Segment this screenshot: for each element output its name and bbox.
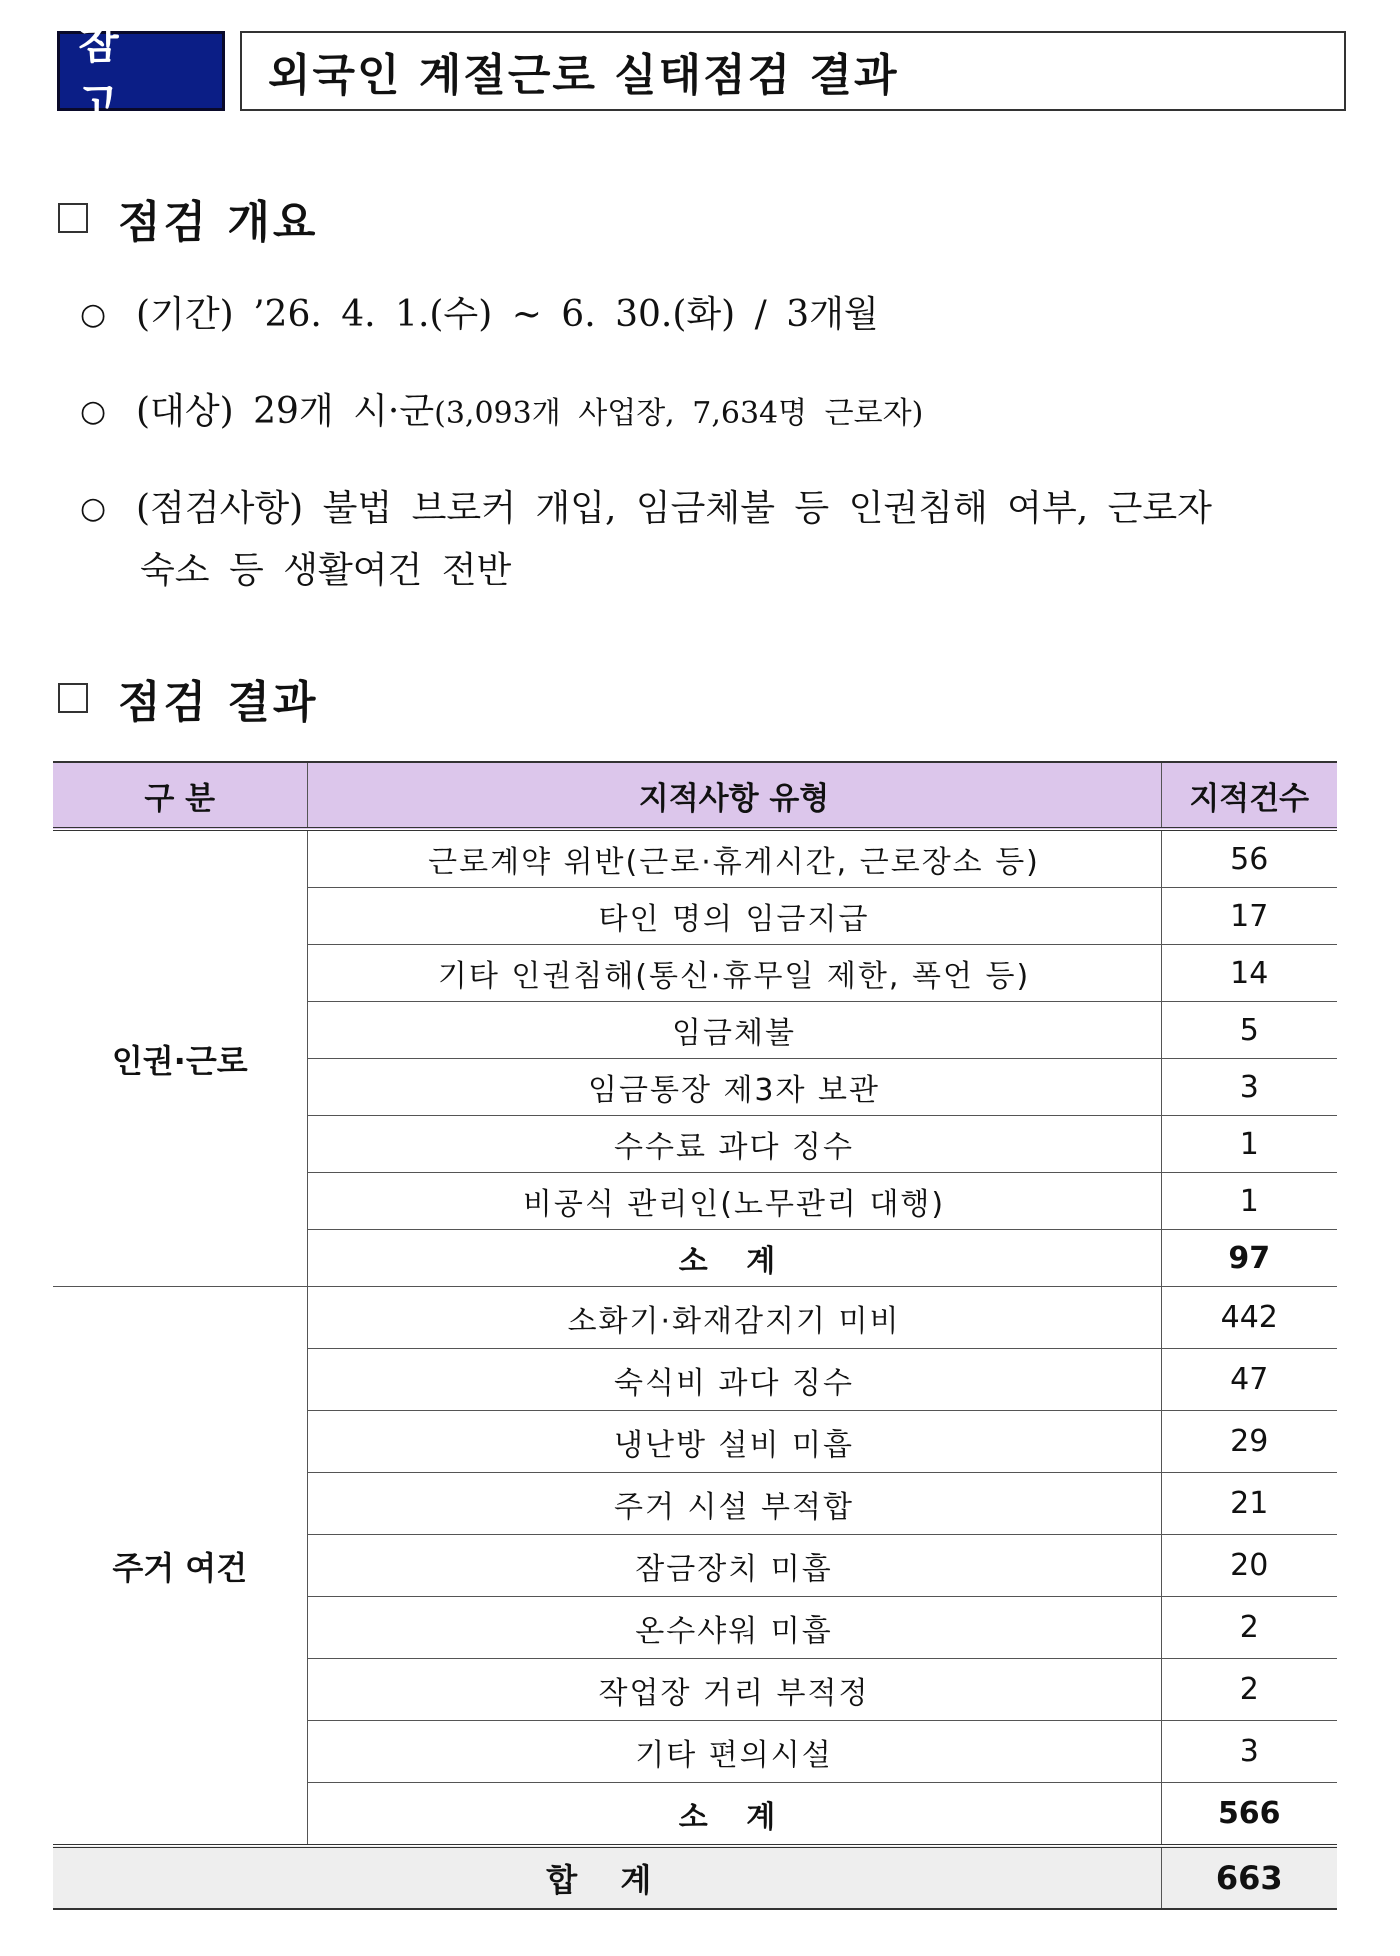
bullet-label: (대상) xyxy=(136,391,234,432)
reference-tag: 참 고 xyxy=(57,31,225,111)
subtotal-label: 소 계 xyxy=(307,1230,1161,1287)
bullet-text: 불법 브로커 개입, 임금체불 등 인권침해 여부, 근로자 xyxy=(322,488,1212,529)
group-human-rights xyxy=(53,829,1337,1287)
type-cell: 소화기·화재감지기 미비 xyxy=(307,1287,1161,1349)
count-cell: 3 xyxy=(1161,1059,1337,1116)
count-cell: 1 xyxy=(1161,1173,1337,1230)
column-header-type: 지적사항 유형 xyxy=(307,762,1161,829)
subtotal-label: 소 계 xyxy=(307,1783,1161,1847)
bullet-inspection-items xyxy=(80,478,1350,602)
bullet-target xyxy=(80,381,1350,445)
section-heading-results xyxy=(58,666,318,730)
circle-bullet-icon: ○ xyxy=(80,394,107,429)
type-cell: 비공식 관리인(노무관리 대행) xyxy=(307,1173,1161,1230)
section-heading-overview xyxy=(58,186,318,250)
subtotal-value: 97 xyxy=(1161,1230,1337,1287)
subtotal-value: 566 xyxy=(1161,1783,1337,1847)
type-cell: 타인 명의 임금지급 xyxy=(307,888,1161,945)
bullet-label: (기간) xyxy=(136,294,234,335)
bullet-detail: (3,093개 사업장, 7,634명 근로자) xyxy=(434,396,924,431)
type-cell: 임금통장 제3자 보관 xyxy=(307,1059,1161,1116)
count-cell: 17 xyxy=(1161,888,1337,945)
group-housing xyxy=(53,1287,1337,1847)
bullet-text: 29개 시·군 xyxy=(253,391,435,432)
type-cell: 작업장 거리 부적정 xyxy=(307,1659,1161,1721)
type-cell: 수수료 과다 징수 xyxy=(307,1116,1161,1173)
count-cell: 5 xyxy=(1161,1002,1337,1059)
type-cell: 기타 편의시설 xyxy=(307,1721,1161,1783)
count-cell: 21 xyxy=(1161,1473,1337,1535)
bullet-continuation: 숙소 등 생활여건 전반 xyxy=(140,550,512,591)
bullet-period xyxy=(80,284,1350,346)
table-row xyxy=(53,1287,1337,1349)
count-cell: 1 xyxy=(1161,1116,1337,1173)
count-cell: 29 xyxy=(1161,1411,1337,1473)
category-cell: 주거 여건 xyxy=(53,1287,307,1847)
checkbox-square-icon xyxy=(58,683,88,713)
document-title: 외국인 계절근로 실태점검 결과 xyxy=(240,31,1346,111)
type-cell: 잠금장치 미흡 xyxy=(307,1535,1161,1597)
table-header-row xyxy=(53,762,1337,829)
count-cell: 56 xyxy=(1161,829,1337,888)
count-cell: 3 xyxy=(1161,1721,1337,1783)
count-cell: 442 xyxy=(1161,1287,1337,1349)
type-cell: 냉난방 설비 미흡 xyxy=(307,1411,1161,1473)
total-row xyxy=(53,1846,1337,1909)
count-cell: 20 xyxy=(1161,1535,1337,1597)
count-cell: 2 xyxy=(1161,1597,1337,1659)
column-header-category: 구 분 xyxy=(53,762,307,829)
table-row xyxy=(53,829,1337,888)
results-table xyxy=(53,761,1337,1910)
total-label: 합 계 xyxy=(53,1846,1161,1909)
bullet-text: ’26. 4. 1.(수) ~ 6. 30.(화) / 3개월 xyxy=(253,294,879,335)
checkbox-square-icon xyxy=(58,203,88,233)
section-title: 점검 결과 xyxy=(118,677,319,728)
type-cell: 임금체불 xyxy=(307,1002,1161,1059)
count-cell: 14 xyxy=(1161,945,1337,1002)
column-header-count: 지적건수 xyxy=(1161,762,1337,829)
type-cell: 기타 인권침해(통신·휴무일 제한, 폭언 등) xyxy=(307,945,1161,1002)
total-value: 663 xyxy=(1161,1846,1337,1909)
type-cell: 주거 시설 부적합 xyxy=(307,1473,1161,1535)
count-cell: 47 xyxy=(1161,1349,1337,1411)
type-cell: 근로계약 위반(근로·휴게시간, 근로장소 등) xyxy=(307,829,1161,888)
type-cell: 숙식비 과다 징수 xyxy=(307,1349,1161,1411)
bullet-label: (점검사항) xyxy=(136,488,304,529)
category-cell: 인권·근로 xyxy=(53,829,307,1287)
count-cell: 2 xyxy=(1161,1659,1337,1721)
section-title: 점검 개요 xyxy=(118,197,319,248)
circle-bullet-icon: ○ xyxy=(80,491,107,526)
circle-bullet-icon: ○ xyxy=(80,297,107,332)
type-cell: 온수샤워 미흡 xyxy=(307,1597,1161,1659)
